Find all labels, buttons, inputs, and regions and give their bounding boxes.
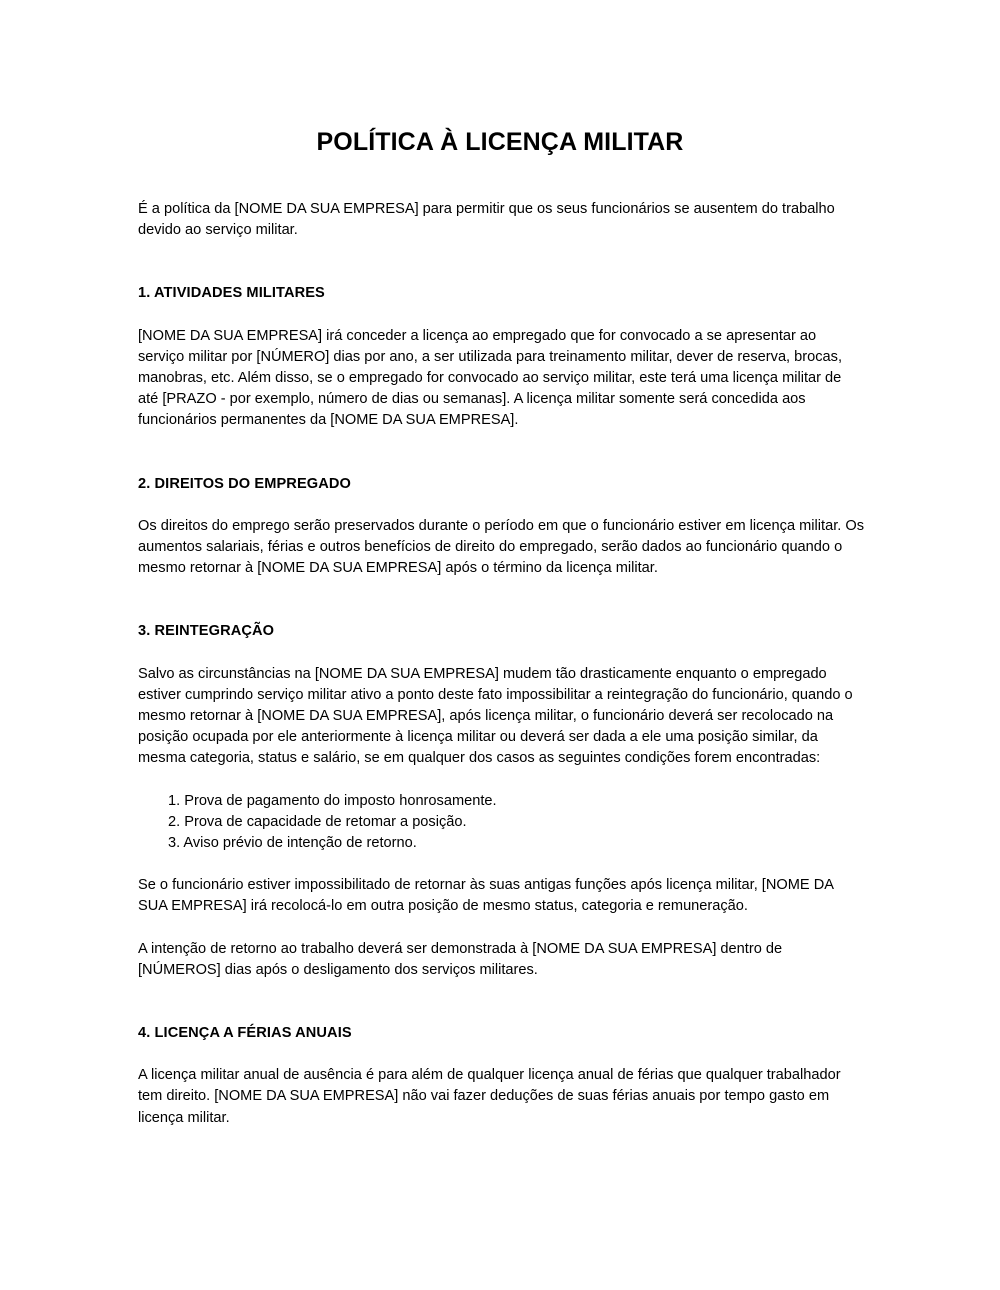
section-heading-reintegracao: 3. REINTEGRAÇÃO <box>138 623 275 640</box>
spacer <box>138 854 864 875</box>
spacer <box>138 241 864 283</box>
spacer <box>138 770 864 791</box>
document-body <box>138 199 864 1129</box>
section-heading-licenca-a-ferias-anuais: 4. LICENÇA A FÉRIAS ANUAIS <box>138 1025 352 1042</box>
spacer <box>138 305 864 326</box>
section-3-paragraph-3: A intenção de retorno ao trabalho deverá ser demonstrada à [NOME DA SUA EMPRESA] dentro de [NÚMEROS] dias após o desligamento dos serviços militares. <box>138 940 783 978</box>
spacer <box>138 981 864 1023</box>
spacer <box>138 579 864 621</box>
section-3-paragraph-2: Se o funcionário estiver impossibilitado de retornar às suas antigas funções após licença militar, [NOME DA SUA EMPRESA] irá recolocá-lo em outra posição de mesmo status, categoria e remuneração. <box>138 877 834 915</box>
section-4-paragraph-1: A licença militar anual de ausência é para além de qualquer licença anual de férias que qualquer trabalhador tem direito. [NOME DA SUA EMPRESA] não vai fazer deduções de suas férias anuais por tempo gasto em licença militar. <box>138 1067 841 1126</box>
section-heading-atividades-militares: 1. ATIVIDADES MILITARES <box>138 285 325 302</box>
section-2-paragraph-1: Os direitos do emprego serão preservados durante o período em que o funcionário estiver em licença militar. Os aumentos salariais, férias e outros benefícios de direito do empregado, serão dados ao funcionário quando o mesmo retornar à [NOME DA SUA EMPRESA] após o término da licença militar. <box>138 517 865 577</box>
spacer <box>138 643 864 664</box>
section-3-paragraph-1: Salvo as circunstâncias na [NOME DA SUA EMPRESA] mudem tão drasticamente enquanto o empregado estiver cumprindo serviço militar ativo a ponto deste fato impossibilitar a reintegração do funcionário, quando o mesmo retornar à [NOME DA SUA EMPRESA], após licença militar, o funcionário deverá ser recolocado na posição ocupada por ele anteriormente à licença militar ou deverá ser dada a ele uma posição similar, da mesma categoria, status e salário, se em qualquer dos casos as seguintes condições forem encontradas: <box>138 665 853 767</box>
intro-paragraph: É a política da [NOME DA SUA EMPRESA] para permitir que os seus funcionários se ausentem do trabalho devido ao serviço militar. <box>138 201 835 239</box>
spacer <box>138 495 864 516</box>
list-item: 1. Prova de pagamento do imposto honrosamente. <box>168 792 497 809</box>
section-heading-direitos-do-empregado: 2. DIREITOS DO EMPREGADO <box>138 475 351 492</box>
spacer <box>138 1044 864 1065</box>
list-item: 2. Prova de capacidade de retomar a posição. <box>168 813 467 830</box>
section-1-paragraph-1: [NOME DA SUA EMPRESA] irá conceder a licença ao empregado que for convocado a se apresentar ao serviço militar por [NÚMERO] dias por ano, a ser utilizada para treinamento militar, dever de reserva, brocas, manobras, etc. Além disso, se o empregado for convocado ao serviço militar, este terá uma licença militar de até [PRAZO - por exemplo, número de dias ou semanas]. A licença militar somente será concedida aos funcionários permanentes da [NOME DA SUA EMPRESA]. <box>138 327 843 429</box>
conditions-list <box>138 791 864 855</box>
page-title: POLÍTICA À LICENÇA MILITAR <box>316 127 684 156</box>
spacer <box>138 918 864 939</box>
spacer <box>138 432 864 474</box>
list-item: 3. Aviso prévio de intenção de retorno. <box>168 835 417 852</box>
